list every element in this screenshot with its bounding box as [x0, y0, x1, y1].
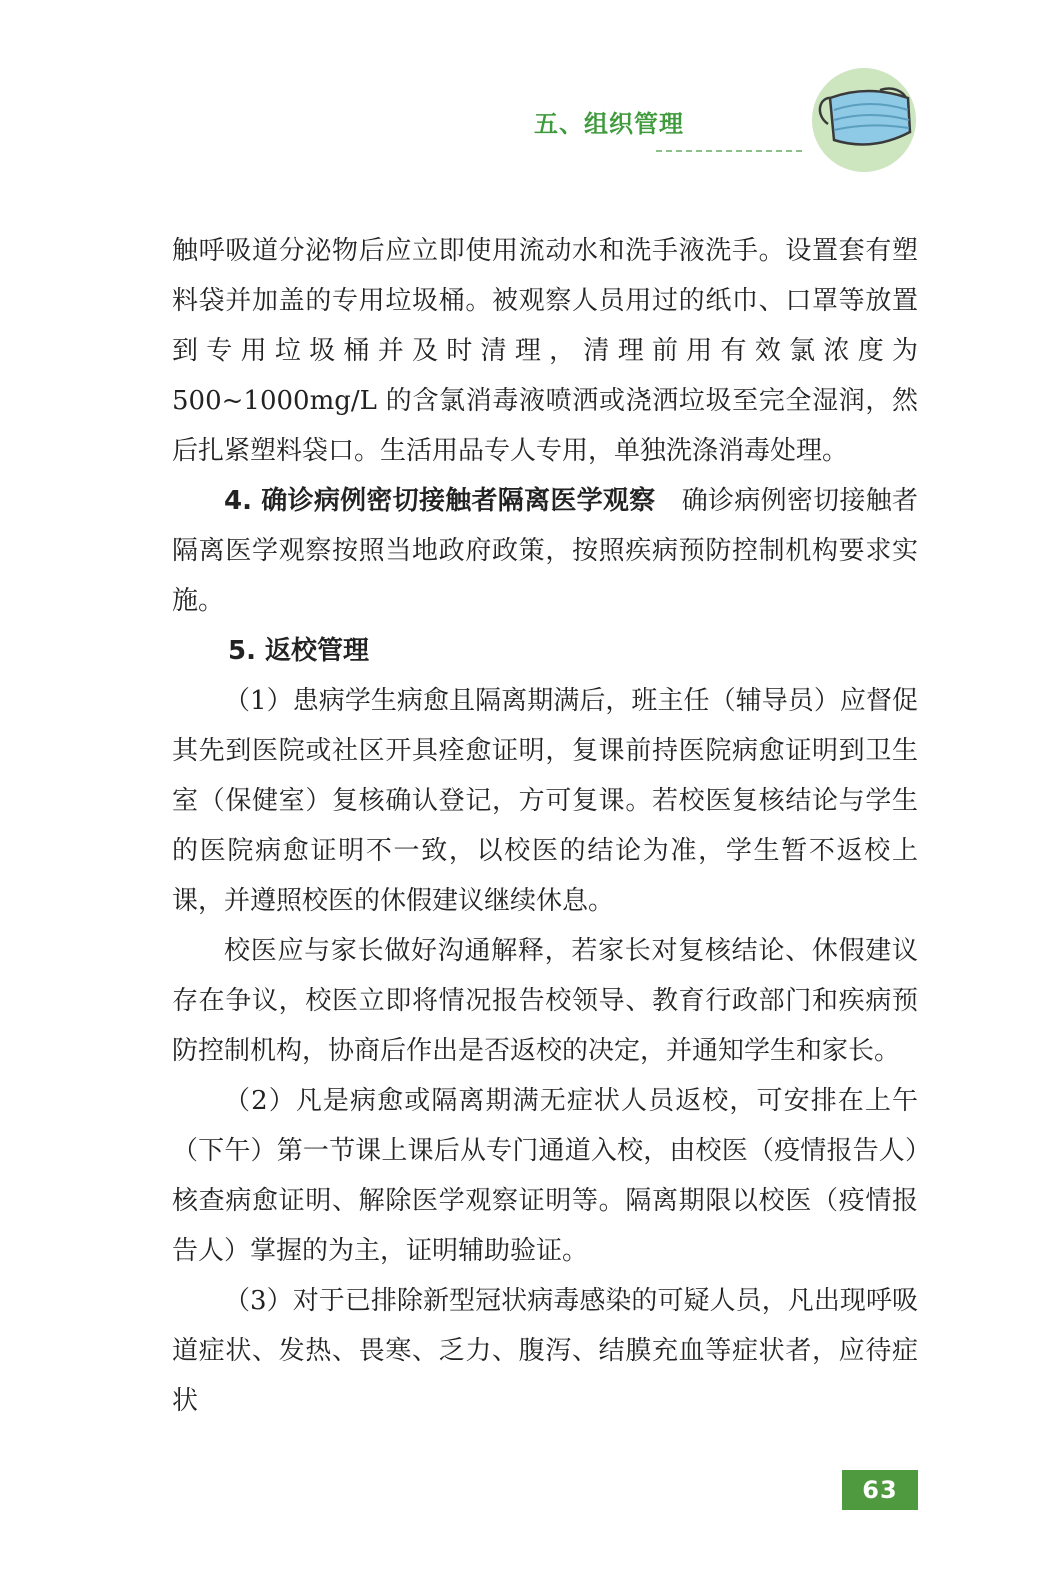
- face-mask-icon: [812, 68, 916, 172]
- section-5: [172, 626, 918, 676]
- page-number-badge: 63: [842, 1470, 918, 1510]
- item-3: （3）对于已排除新型冠状病毒感染的可疑人员，凡出现呼吸道症状、发热、畏寒、乏力、腹泻、结膜充血等症状者，应待症状: [172, 1286, 918, 1416]
- section-5-heading: 5. 返校管理: [228, 636, 370, 666]
- item-1-continuation: 校医应与家长做好沟通解释，若家长对复核结论、休假建议存在争议，校医立即将情况报告校领导、教育行政部门和疾病预防控制机构，协商后作出是否返校的决定，并通知学生和家长。: [172, 936, 918, 1066]
- section-4-heading: 4. 确诊病例密切接触者隔离医学观察: [224, 486, 656, 516]
- section-4-text: 确诊病例密切接触者隔离医学观察按照当地政府政策，按照疾病预防控制机构要求实施。: [172, 486, 918, 616]
- chapter-header: [534, 60, 940, 190]
- page-body: [172, 226, 918, 1426]
- item-1: （1）患病学生病愈且隔离期满后，班主任（辅导员）应督促其先到医院或社区开具痊愈证明，复课前持医院病愈证明到卫生室（保健室）复核确认登记，方可复课。若校医复核结论与学生的医院病愈证明不一致，以校医的结论为准，学生暂不返校上课，并遵照校医的休假建议继续休息。: [172, 686, 918, 916]
- section-4: [172, 476, 918, 626]
- face-mask-graphic: [812, 68, 916, 172]
- header-dashed-divider: [656, 150, 802, 152]
- paragraph-disposal: 触呼吸道分泌物后应立即使用流动水和洗手液洗手。设置套有塑料袋并加盖的专用垃圾桶。被观察人员用过的纸巾、口罩等放置到专用垃圾桶并及时清理，清理前用有效氯浓度为500~1000mg/L 的含氯消毒液喷洒或浇洒垃圾至完全湿润，然后扎紧塑料袋口。生活用品专人专用，单独洗涤消毒处理。: [172, 236, 918, 466]
- chapter-title: 五、组织管理: [534, 109, 684, 138]
- item-2: （2）凡是病愈或隔离期满无症状人员返校，可安排在上午（下午）第一节课上课后从专门通道入校，由校医（疫情报告人）核查病愈证明、解除医学观察证明等。隔离期限以校医（疫情报告人）掌握的为主，证明辅助验证。: [172, 1086, 918, 1266]
